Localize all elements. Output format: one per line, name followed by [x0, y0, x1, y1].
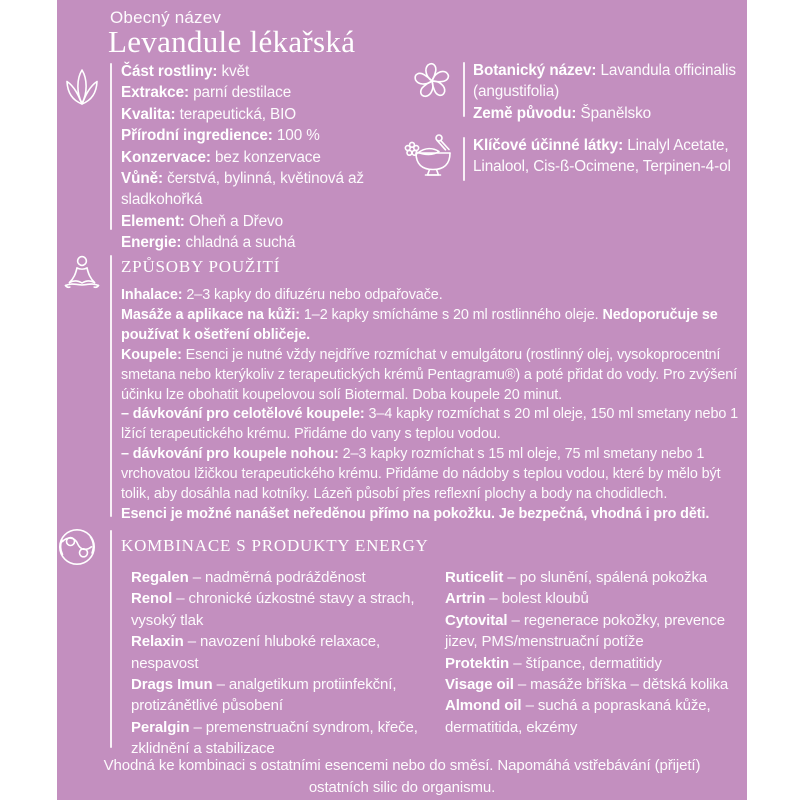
actives-list [473, 135, 769, 178]
general-name-kicker: Obecný název [110, 8, 222, 27]
combinations-heading: KOMBINACE S PRODUKTY ENERGY [121, 536, 429, 555]
energy-logo-icon [57, 527, 97, 567]
usage-paragraphs [121, 286, 748, 525]
text-paragraph: – dávkování pro koupele nohou: 2–3 kapky rozmíchat s 15 ml oleje, 75 ml smetany nebo 1 vrchovatou lžičkou terapeutického krému. Přidáme do nádoby s teplou vodou, které by mělo být tolik, aby dosáhla nad kotníky. Lázeň působí přes reflexní plochy a body na chodidlech. [121, 446, 721, 503]
text-paragraph: Botanický název: Lavandula officinalis (angustifolia) [473, 62, 736, 101]
text-paragraph: Přírodní ingredience: 100 % [121, 127, 320, 145]
divider-combinations [110, 530, 112, 748]
mortar-pestle-icon [404, 131, 458, 181]
text-paragraph: Protektin – štípance, dermatitidy [445, 654, 662, 672]
footer-note [77, 755, 727, 798]
text-paragraph: Země původu: Španělsko [473, 104, 652, 122]
text-paragraph: Peralgin – premenstruační syndrom, křeče, zklidnění a stabilizace [131, 718, 418, 758]
text-paragraph: Visage oil – masáže bříška – dětská kolika [445, 676, 729, 694]
text-paragraph: Inhalace: 2–3 kapky do difuzéru nebo odpařovače. [121, 287, 443, 303]
text-paragraph: Regalen – nadměrná podrážděnost [131, 569, 366, 586]
text-paragraph: Cytovital – regenerace pokožky, prevence jizev, PMS/menstruační potíže [445, 611, 726, 651]
meditation-icon [63, 254, 101, 296]
text-paragraph: Koupele: Esenci je nutné vždy nejdříve rozmíchat v emulgátoru (rostlinný olej, vysokoprocentní smetana nebo kterýkoliv z terapeutických krémů Pentagramu®) a poté přidat do vody. Pro zvýšení účinku lze obohatit koupelovou solí Biotermal. Doba koupele 20 minut. [121, 346, 738, 403]
divider-actives [463, 137, 465, 181]
text-paragraph: Artrin – bolest kloubů [445, 590, 589, 608]
text-paragraph: Relaxin – navození hluboké relaxace, nespavost [131, 633, 381, 672]
text-paragraph: – dávkování pro celotělové koupele: 3–4 kapky rozmíchat s 20 ml oleje, 150 ml smetany nebo 1 lžící terapeutického krému. Přidáme do vany s teplou vodou. [121, 406, 739, 443]
text-paragraph: Ruticelit – po slunění, spálená pokožka [445, 569, 708, 586]
usage-heading: ZPŮSOBY POUŽITÍ [121, 257, 281, 276]
divider-usage [110, 255, 112, 517]
text-paragraph: Renol – chronické úzkostné stavy a strach, vysoký tlak [131, 590, 415, 629]
text-paragraph: Klíčové účinné látky: Linalyl Acetate, Linalool, Cis-ß-Ocimene, Terpinen-4-ol [473, 137, 731, 176]
combinations-right-column [445, 567, 747, 738]
combinations-left-column [131, 567, 435, 760]
botanical-info-list [473, 60, 765, 124]
text-paragraph: Část rostliny: květ [121, 63, 250, 80]
text-paragraph: Extrakce: parní destilace [121, 84, 292, 102]
text-paragraph: Kvalita: terapeutická, BIO [121, 105, 297, 123]
flower-icon [411, 60, 453, 102]
plant-info-list [121, 61, 405, 254]
text-paragraph: Almond oil – suchá a popraskaná kůže, dermatitida, ekzémy [445, 697, 711, 736]
lotus-icon [63, 63, 101, 111]
divider-botanical [463, 62, 465, 117]
text-paragraph: Element: Oheň a Dřevo [121, 212, 283, 230]
text-paragraph: Esenci je možné nanášet neředěnou přímo na pokožku. Je bezpečná, vhodná i pro děti. [121, 505, 710, 522]
text-paragraph: Drags Imun – analgetikum protiinfekční, protizánětlivé působení [131, 676, 397, 715]
text-paragraph: Energie: chladná a suchá [121, 234, 296, 252]
text-paragraph: Vhodná ke kombinaci s ostatními esencemi nebo do směsí. Napomáhá vstřebávání (přijetí) ostatních silic do organismu. [103, 757, 701, 796]
divider-plant-info [110, 63, 112, 230]
text-paragraph: Masáže a aplikace na kůži: 1–2 kapky smícháme s 20 ml rostlinného oleje. Nedoporučuje se používat k ošetření obličeje. [121, 306, 718, 343]
text-paragraph: Konzervace: bez konzervace [121, 148, 321, 166]
text-paragraph: Vůně: čerstvá, bylinná, květinová až sladkohořká [121, 170, 364, 209]
page-title: Levandule lékařská [108, 24, 356, 59]
